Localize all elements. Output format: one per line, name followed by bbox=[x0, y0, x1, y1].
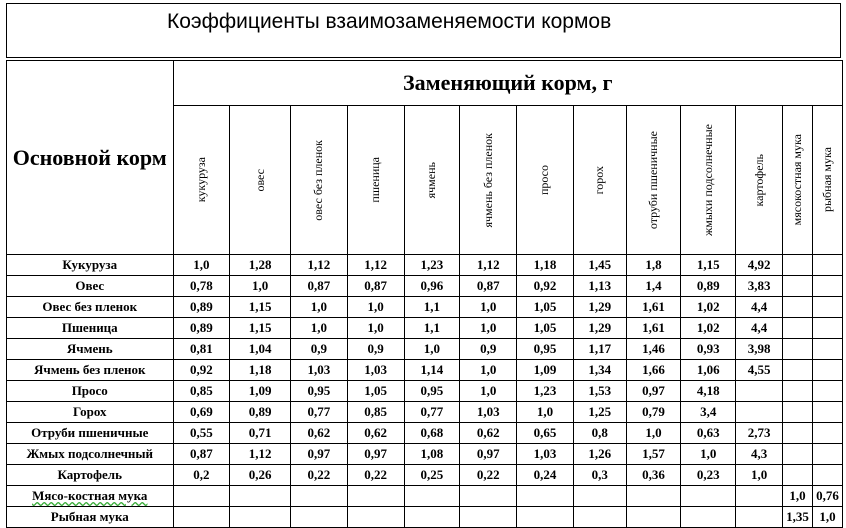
table-cell: 1,05 bbox=[347, 381, 404, 402]
table-cell: 1,0 bbox=[812, 507, 842, 528]
table-cell: 3,98 bbox=[736, 339, 783, 360]
table-cell: 0,8 bbox=[573, 423, 626, 444]
table-cell bbox=[783, 318, 813, 339]
table-cell bbox=[573, 486, 626, 507]
table-cell: 1,0 bbox=[347, 297, 404, 318]
table-cell: 0,9 bbox=[347, 339, 404, 360]
table-cell: 1,03 bbox=[517, 444, 574, 465]
table-cell: 1,28 bbox=[230, 255, 291, 276]
table-cell: 1,23 bbox=[404, 255, 460, 276]
table-cell: 0,68 bbox=[404, 423, 460, 444]
table-cell: 4,3 bbox=[736, 444, 783, 465]
table-cell: 0,87 bbox=[173, 444, 230, 465]
table-cell: 0,62 bbox=[460, 423, 517, 444]
table-cell bbox=[812, 255, 842, 276]
table-cell: 0,63 bbox=[681, 423, 736, 444]
table-cell bbox=[812, 276, 842, 297]
column-header-label: отруби пшеничные bbox=[646, 130, 661, 230]
column-header bbox=[573, 106, 626, 255]
table-cell: 1,29 bbox=[573, 318, 626, 339]
table-cell: 1,0 bbox=[291, 297, 348, 318]
column-header bbox=[404, 106, 460, 255]
table-cell: 0,89 bbox=[173, 318, 230, 339]
table-cell: 3,83 bbox=[736, 276, 783, 297]
table-cell: 0,62 bbox=[291, 423, 348, 444]
column-header bbox=[783, 106, 813, 255]
document-frame bbox=[6, 3, 843, 524]
table-cell: 1,0 bbox=[173, 255, 230, 276]
table-row bbox=[7, 423, 843, 444]
table-cell: 1,02 bbox=[681, 297, 736, 318]
table-cell: 1,46 bbox=[626, 339, 681, 360]
row-label: Отруби пшеничные bbox=[7, 423, 174, 444]
column-header bbox=[291, 106, 348, 255]
table-cell: 1,34 bbox=[573, 360, 626, 381]
table-cell bbox=[291, 486, 348, 507]
table-cell bbox=[291, 507, 348, 528]
table-cell: 0,77 bbox=[404, 402, 460, 423]
table-cell: 1,0 bbox=[681, 444, 736, 465]
column-header bbox=[736, 106, 783, 255]
table-cell: 0,97 bbox=[460, 444, 517, 465]
table-cell bbox=[347, 507, 404, 528]
table-cell: 1,0 bbox=[230, 276, 291, 297]
table-row bbox=[7, 276, 843, 297]
table-cell: 1,03 bbox=[291, 360, 348, 381]
table-cell bbox=[812, 444, 842, 465]
table-cell: 1,4 bbox=[626, 276, 681, 297]
column-header-label: ячмень без пленок bbox=[480, 132, 495, 228]
table-cell: 0,69 bbox=[173, 402, 230, 423]
table-cell bbox=[230, 486, 291, 507]
table-cell bbox=[230, 507, 291, 528]
table-cell bbox=[460, 486, 517, 507]
table-cell: 0,97 bbox=[291, 444, 348, 465]
row-label: Горох bbox=[7, 402, 174, 423]
table-cell: 1,15 bbox=[230, 318, 291, 339]
table-cell: 0,92 bbox=[517, 276, 574, 297]
row-label: Мясо-костная мука bbox=[7, 486, 174, 507]
table-cell: 0,87 bbox=[347, 276, 404, 297]
table-row bbox=[7, 318, 843, 339]
column-header-label: кукуруза bbox=[193, 157, 208, 203]
table-cell: 0,92 bbox=[173, 360, 230, 381]
table-cell: 1,57 bbox=[626, 444, 681, 465]
table-cell: 0,85 bbox=[347, 402, 404, 423]
table-row bbox=[7, 402, 843, 423]
table-cell: 1,1 bbox=[404, 297, 460, 318]
column-header-label: горох bbox=[592, 165, 607, 195]
table-cell: 1,66 bbox=[626, 360, 681, 381]
column-header-label: ячмень bbox=[424, 161, 439, 199]
table-cell: 1,08 bbox=[404, 444, 460, 465]
table-cell: 0,85 bbox=[173, 381, 230, 402]
row-label: Картофель bbox=[7, 465, 174, 486]
table-cell: 1,02 bbox=[681, 318, 736, 339]
table-cell: 0,79 bbox=[626, 402, 681, 423]
table-cell: 1,09 bbox=[230, 381, 291, 402]
column-header-label: овес без пленок bbox=[311, 139, 326, 221]
table-cell: 1,0 bbox=[460, 297, 517, 318]
table-cell: 1,12 bbox=[230, 444, 291, 465]
row-label: Рыбная мука bbox=[7, 507, 174, 528]
table-cell: 1,8 bbox=[626, 255, 681, 276]
table-cell: 0,97 bbox=[626, 381, 681, 402]
table-cell bbox=[626, 507, 681, 528]
table-cell bbox=[736, 402, 783, 423]
table-cell bbox=[812, 360, 842, 381]
table-row bbox=[7, 465, 843, 486]
table-cell: 1,04 bbox=[230, 339, 291, 360]
table-cell bbox=[812, 318, 842, 339]
column-header bbox=[812, 106, 842, 255]
table-row bbox=[7, 297, 843, 318]
table-cell: 1,18 bbox=[517, 255, 574, 276]
column-header-label: пшеница bbox=[368, 157, 383, 203]
table-row bbox=[7, 381, 843, 402]
table-cell: 4,55 bbox=[736, 360, 783, 381]
table-cell: 1,1 bbox=[404, 318, 460, 339]
table-cell: 1,0 bbox=[517, 402, 574, 423]
column-header bbox=[460, 106, 517, 255]
table-cell: 1,12 bbox=[291, 255, 348, 276]
table-cell: 1,14 bbox=[404, 360, 460, 381]
table-cell bbox=[347, 486, 404, 507]
table-cell: 0,9 bbox=[291, 339, 348, 360]
table-cell bbox=[783, 255, 813, 276]
table-cell: 0,89 bbox=[230, 402, 291, 423]
table-cell: 1,53 bbox=[573, 381, 626, 402]
table-row bbox=[7, 339, 843, 360]
table-cell: 1,45 bbox=[573, 255, 626, 276]
table-cell: 1,0 bbox=[783, 486, 813, 507]
table-cell: 0,25 bbox=[404, 465, 460, 486]
table-cell: 1,35 bbox=[783, 507, 813, 528]
table-cell: 1,26 bbox=[573, 444, 626, 465]
table-cell: 0,71 bbox=[230, 423, 291, 444]
table-cell: 1,13 bbox=[573, 276, 626, 297]
table-cell bbox=[812, 381, 842, 402]
table-cell: 3,4 bbox=[681, 402, 736, 423]
table-cell bbox=[812, 465, 842, 486]
table-cell bbox=[517, 507, 574, 528]
table-cell bbox=[783, 465, 813, 486]
table-cell: 4,4 bbox=[736, 297, 783, 318]
table-cell: 1,03 bbox=[347, 360, 404, 381]
column-header bbox=[626, 106, 681, 255]
table-cell bbox=[783, 339, 813, 360]
table-cell: 0,81 bbox=[173, 339, 230, 360]
table-cell bbox=[783, 360, 813, 381]
table-cell bbox=[404, 507, 460, 528]
table-cell bbox=[736, 507, 783, 528]
table-cell: 1,03 bbox=[460, 402, 517, 423]
table-cell bbox=[681, 507, 736, 528]
table-cell bbox=[460, 507, 517, 528]
table-cell bbox=[812, 402, 842, 423]
table-cell: 1,15 bbox=[681, 255, 736, 276]
table-cell: 0,76 bbox=[812, 486, 842, 507]
table-cell: 0,55 bbox=[173, 423, 230, 444]
table-row bbox=[7, 507, 843, 528]
table-cell bbox=[626, 486, 681, 507]
table-cell: 0,22 bbox=[291, 465, 348, 486]
table-cell: 0,23 bbox=[681, 465, 736, 486]
table-cell: 1,25 bbox=[573, 402, 626, 423]
table-cell: 1,17 bbox=[573, 339, 626, 360]
feed-table bbox=[6, 60, 843, 528]
table-cell: 0,78 bbox=[173, 276, 230, 297]
table-cell: 1,0 bbox=[736, 465, 783, 486]
table-cell bbox=[173, 507, 230, 528]
row-label: Жмых подсолнечный bbox=[7, 444, 174, 465]
table-cell bbox=[173, 486, 230, 507]
table-cell: 0,89 bbox=[681, 276, 736, 297]
table-cell: 1,29 bbox=[573, 297, 626, 318]
title-box bbox=[6, 3, 841, 58]
table-cell: 1,23 bbox=[517, 381, 574, 402]
table-cell bbox=[812, 297, 842, 318]
table-cell bbox=[783, 276, 813, 297]
row-label: Овес без пленок bbox=[7, 297, 174, 318]
column-header bbox=[230, 106, 291, 255]
table-cell: 0,89 bbox=[173, 297, 230, 318]
table-cell bbox=[783, 423, 813, 444]
column-header-label: жмыхи подсолнечные bbox=[700, 123, 715, 236]
table-row bbox=[7, 255, 843, 276]
table-cell: 0,87 bbox=[291, 276, 348, 297]
table-cell: 0,95 bbox=[517, 339, 574, 360]
table-cell: 2,73 bbox=[736, 423, 783, 444]
table-cell: 0,3 bbox=[573, 465, 626, 486]
table-cell: 0,97 bbox=[347, 444, 404, 465]
row-label: Кукуруза bbox=[7, 255, 174, 276]
row-label: Ячмень без пленок bbox=[7, 360, 174, 381]
table-cell bbox=[681, 486, 736, 507]
row-label: Пшеница bbox=[7, 318, 174, 339]
table-cell: 0,22 bbox=[460, 465, 517, 486]
table-cell: 1,61 bbox=[626, 297, 681, 318]
table-cell: 1,12 bbox=[347, 255, 404, 276]
table-cell: 4,4 bbox=[736, 318, 783, 339]
table-cell: 0,62 bbox=[347, 423, 404, 444]
table-cell: 1,18 bbox=[230, 360, 291, 381]
table-cell: 1,0 bbox=[460, 360, 517, 381]
column-header bbox=[681, 106, 736, 255]
column-header-label: картофель bbox=[751, 153, 766, 207]
table-cell: 1,15 bbox=[230, 297, 291, 318]
table-cell: 1,0 bbox=[347, 318, 404, 339]
replacing-feed-header: Заменяющий корм, г bbox=[173, 61, 842, 106]
column-header bbox=[173, 106, 230, 255]
table-cell: 1,0 bbox=[460, 318, 517, 339]
table-cell: 1,0 bbox=[626, 423, 681, 444]
table-cell: 0,95 bbox=[291, 381, 348, 402]
table-cell: 0,24 bbox=[517, 465, 574, 486]
table-cell: 4,92 bbox=[736, 255, 783, 276]
table-cell: 1,05 bbox=[517, 318, 574, 339]
table-row bbox=[7, 360, 843, 381]
table-cell bbox=[573, 507, 626, 528]
table-cell: 1,0 bbox=[291, 318, 348, 339]
page-title: Коэффициенты взаимозаменяемости кормов bbox=[167, 10, 612, 33]
table-cell: 0,93 bbox=[681, 339, 736, 360]
table-cell: 1,09 bbox=[517, 360, 574, 381]
table-row bbox=[7, 486, 843, 507]
table-cell bbox=[736, 381, 783, 402]
row-label: Ячмень bbox=[7, 339, 174, 360]
table-cell: 0,26 bbox=[230, 465, 291, 486]
table-cell: 0,77 bbox=[291, 402, 348, 423]
table-cell: 1,12 bbox=[460, 255, 517, 276]
row-label: Просо bbox=[7, 381, 174, 402]
table-cell: 0,36 bbox=[626, 465, 681, 486]
table-cell: 1,05 bbox=[517, 297, 574, 318]
table-cell: 0,22 bbox=[347, 465, 404, 486]
table-cell: 0,65 bbox=[517, 423, 574, 444]
table-cell: 0,9 bbox=[460, 339, 517, 360]
table-row bbox=[7, 444, 843, 465]
column-header-label: мясокостная мука bbox=[789, 134, 804, 226]
table-cell: 1,61 bbox=[626, 318, 681, 339]
table-cell bbox=[783, 381, 813, 402]
row-label: Овес bbox=[7, 276, 174, 297]
column-header-label: рыбная мука bbox=[819, 147, 834, 213]
column-header-label: овес bbox=[252, 168, 267, 192]
column-header-label: просо bbox=[537, 164, 552, 196]
table-cell bbox=[783, 444, 813, 465]
table-cell bbox=[783, 297, 813, 318]
table-cell: 1,0 bbox=[460, 381, 517, 402]
table-cell bbox=[812, 423, 842, 444]
table-cell: 0,87 bbox=[460, 276, 517, 297]
table-cell bbox=[783, 402, 813, 423]
table-cell: 0,96 bbox=[404, 276, 460, 297]
table-cell bbox=[736, 486, 783, 507]
table-cell: 1,06 bbox=[681, 360, 736, 381]
table-cell: 0,2 bbox=[173, 465, 230, 486]
column-header bbox=[347, 106, 404, 255]
table-cell: 4,18 bbox=[681, 381, 736, 402]
table-cell bbox=[812, 339, 842, 360]
table-cell bbox=[404, 486, 460, 507]
table-cell: 1,0 bbox=[404, 339, 460, 360]
table-cell: 0,95 bbox=[404, 381, 460, 402]
table-cell bbox=[517, 486, 574, 507]
column-header bbox=[517, 106, 574, 255]
main-feed-header: Основной корм bbox=[7, 61, 174, 255]
